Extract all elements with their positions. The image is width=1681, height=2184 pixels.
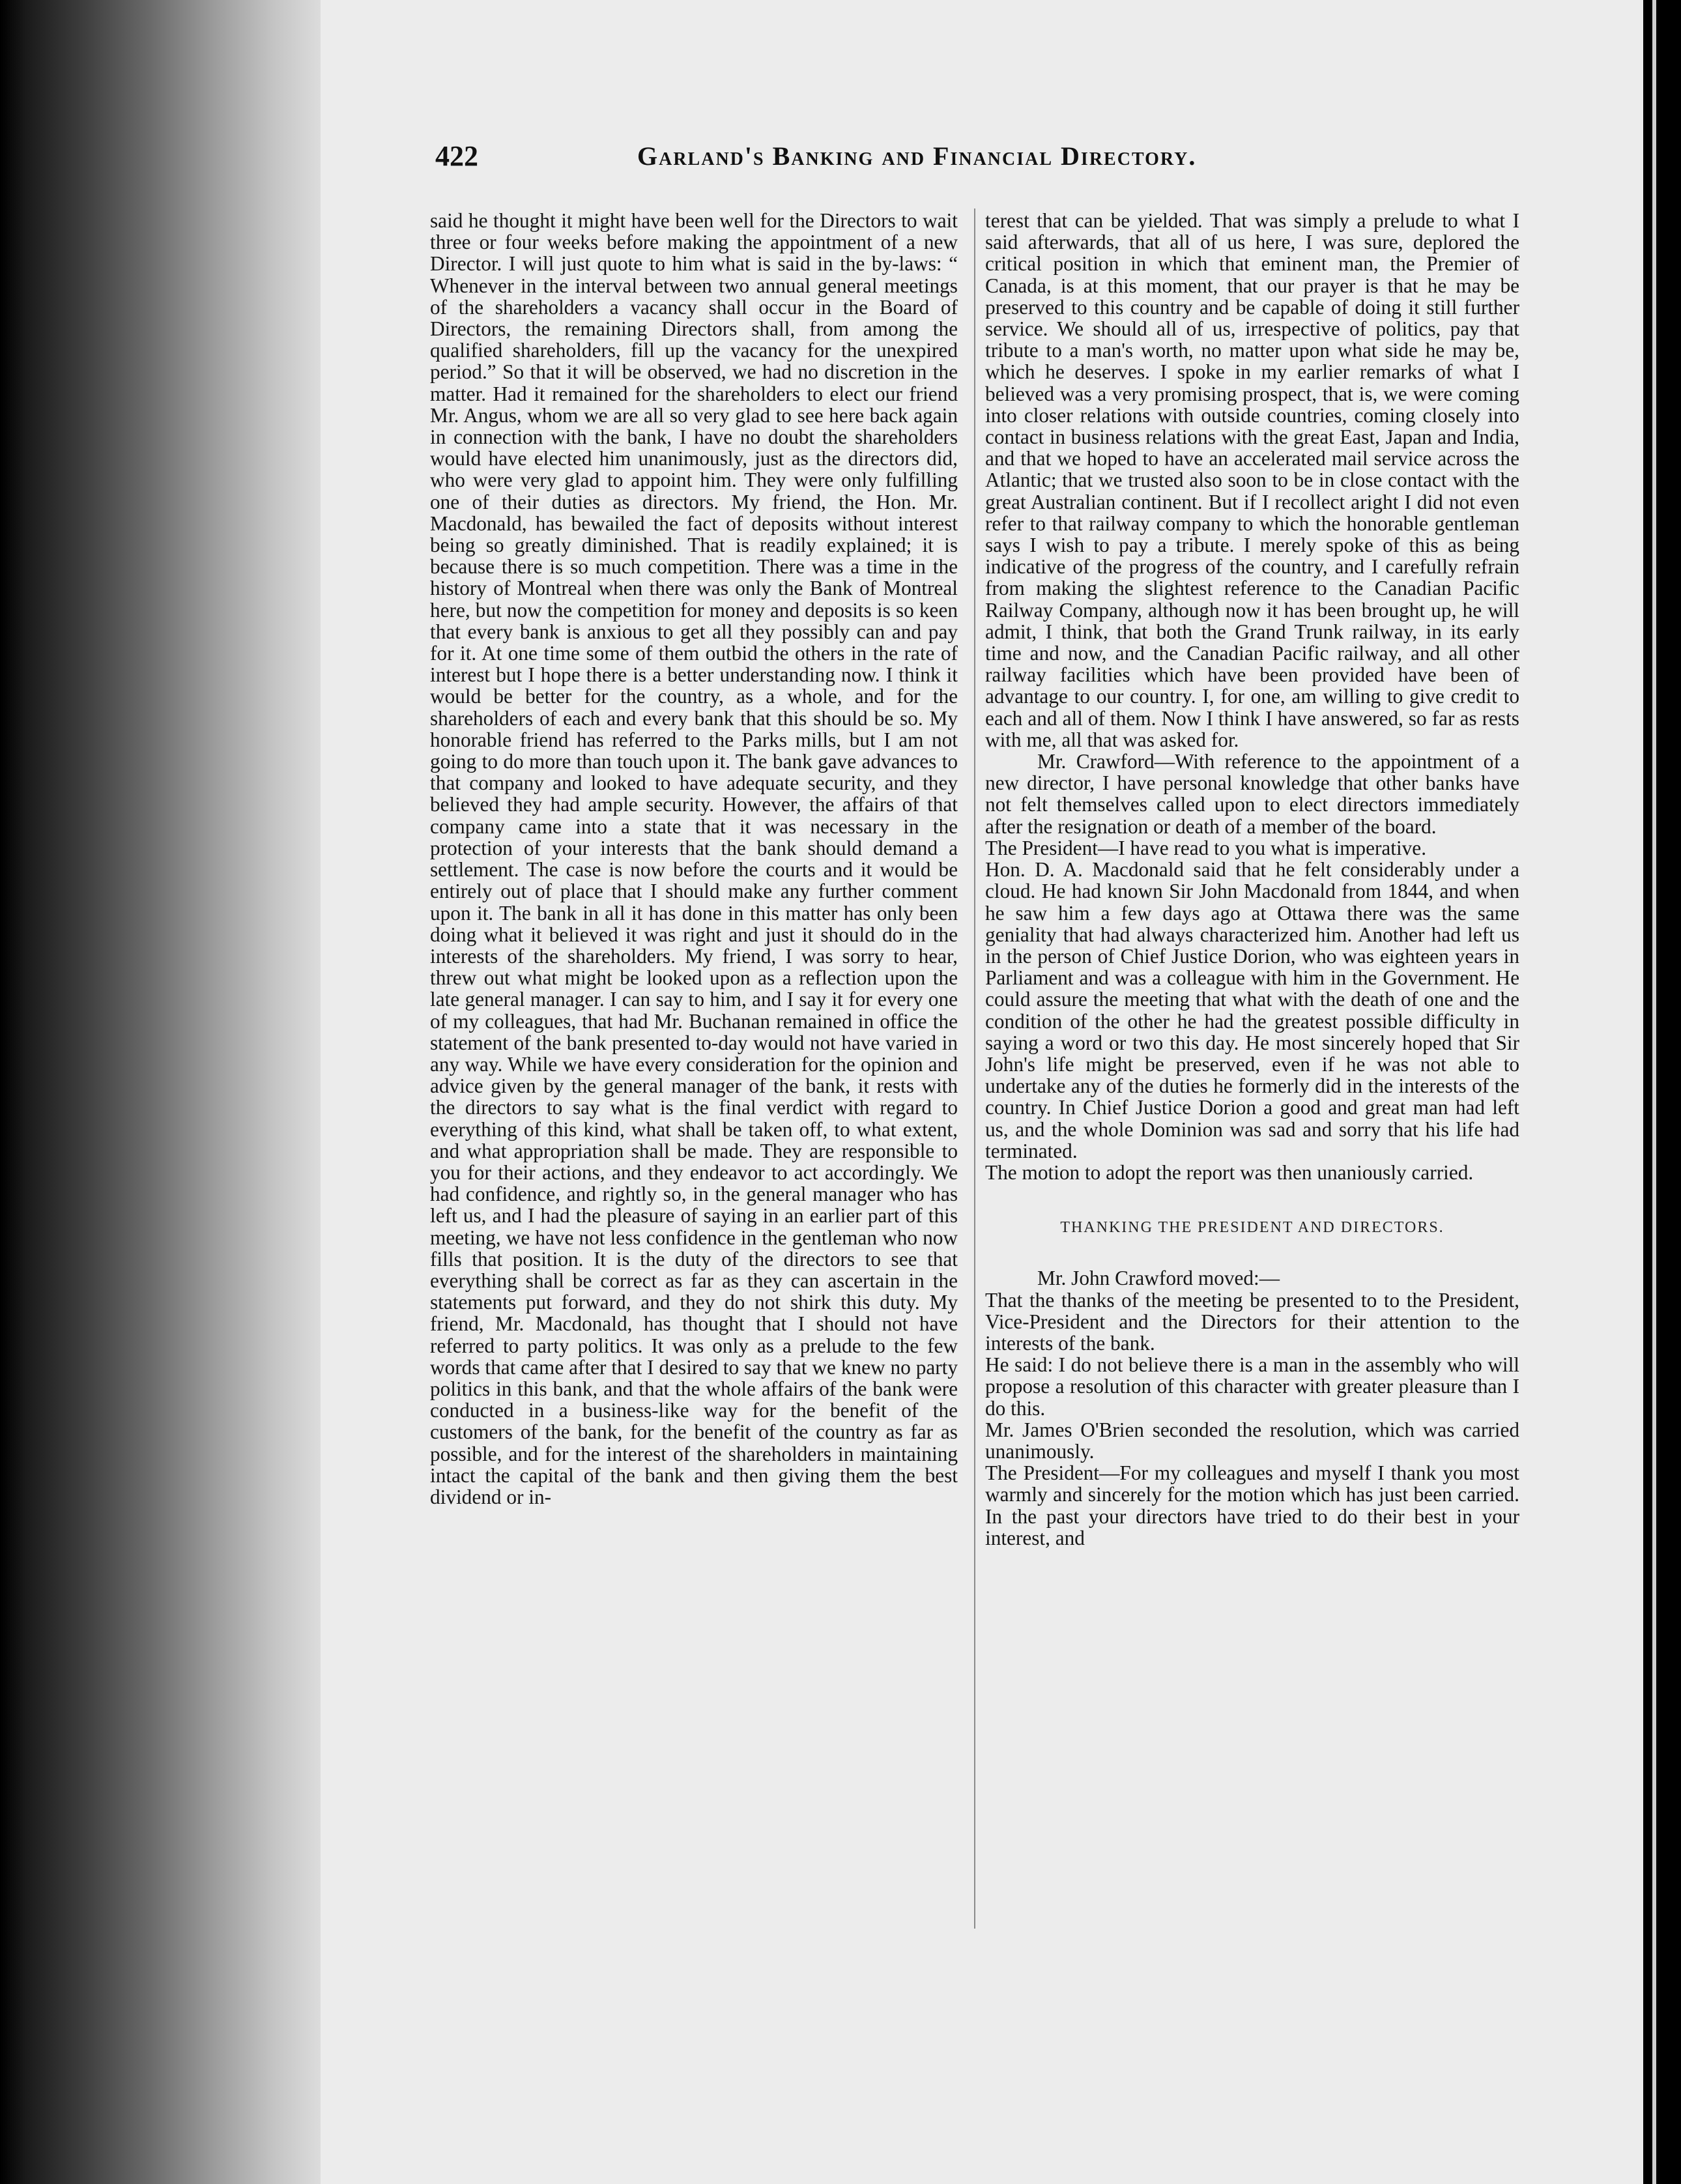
- right-paragraph-2: Mr. Crawford—With reference to the appointment of a new director, I have personal knowledge that other banks have not felt themselves called upon to elect directors immediately after the resignation or death of a member of the board.: [985, 750, 1519, 838]
- right-paragraph-4: Hon. D. A. Macdonald said that he felt considerably under a cloud. He had known Sir John Macdonald from 1844, and when he saw him a few days ago at Ottawa there was the same geniality that had always characterized him. Another had left us in the person of Chief Justice Dorion, who was eighteen years in Parliament and was a colleague with him in the Government. He could assure the meeting that what with the death of one and the condition of the other he had the greatest possible difficulty in saying a word or two this day. He most sincerely hoped that Sir John's life might be preserved, even if he was not able to undertake any of the duties he formerly did in the interests of the country. In Chief Justice Dorion a good and great man had left us, and the whole Dominion was sad and sorry that his life had terminated.: [985, 858, 1519, 1162]
- running-head: Garland's Banking and Financial Directory.: [637, 141, 1197, 171]
- right-paragraph-1: terest that can be yielded. That was simply a prelude to what I said afterwards, that all of us here, I was sure, deplored the critical position in which that eminent man, the Premier of Canada, is at this moment, that our prayer is that he may be preserved to this country and be capable of doing it still further service. We should all of us, irrespective of politics, pay that tribute to a man's worth, no matter upon what side he may be, which he deserves. I spoke in my earlier remarks of what I believed was a very promising prospect, that is, we were coming into closer relations with outside countries, coming closely into contact in business relations with the great East, Japan and India, and that we hoped to have an accelerated mail service across the Atlantic; that we trusted also soon to be in close contact with the great Australian continent. But if I recollect aright I did not even refer to that railway company to which the honorable gentleman says I wish to pay a tribute. I merely spoke of this as being indicative of the progress of the country, and I carefully refrain from making the slightest reference to the Canadian Pacific Railway Company, although now it has been brought up, he will admit, I think, that both the Grand Trunk railway, in its early time and now, and the Canadian Pacific railway, and all other railway facilities which have been provided have been of advantage to our country. I, for one, am willing to give credit to each and all of them. Now I think I have answered, so far as rests with me, all that was asked for.: [985, 209, 1519, 751]
- right-column: [985, 210, 1519, 1549]
- right-paragraph-10: The President—For my colleagues and myself I thank you most warmly and sincerely for the motion which has just been carried. In the past your directors have tried to do their best in your interest, and: [985, 1461, 1519, 1549]
- column-divider: [974, 208, 975, 1929]
- right-paragraph-6: Mr. John Crawford moved:—: [1037, 1267, 1280, 1290]
- right-paragraph-9: Mr. James O'Brien seconded the resolution, which was carried unanimously.: [985, 1418, 1519, 1463]
- section-heading: THANKING THE PRESIDENT AND DIRECTORS.: [1060, 1219, 1444, 1237]
- right-paragraph-5: The motion to adopt the report was then unaniously carried.: [985, 1160, 1474, 1184]
- left-paragraph-1: said he thought it might have been well for the Directors to wait three or four weeks before making the appointment of a new Director. I will just quote to him what is said in the by-laws: “ Whenever in the interval between two annual general meetings of the shareholders a vacancy shall occur in the Board of Directors, the remaining Directors shall, from among the qualified shareholders, fill up the vacancy for the unexpired period.” So that it will be observed, we had no discretion in the matter. Had it remained for the shareholders to elect our friend Mr. Angus, whom we are all so very glad to see here back again in connection with the bank, I have no doubt the shareholders would have elected him unanimously, just as the directors did, who were very glad to appoint him. They were only fulfilling one of their duties as directors. My friend, the Hon. Mr. Macdonald, has bewailed the fact of deposits without interest being so greatly diminished. That is readily explained; it is because there is so much competition. There was a time in the history of Montreal when there was only the Bank of Montreal here, but now the competition for money and deposits is so keen that every bank is anxious to get all they possibly can and pay for it. At one time some of them outbid the others in the rate of interest but I hope there is a better understanding now. I think it would be better for the country, as a whole, and for the shareholders of each and every bank that this should be so. My honorable friend has referred to the Parks mills, but I am not going to do more than touch upon it. The bank gave advances to that company and looked to have adequate security, and they believed they had ample security. However, the affairs of that company came into a state that it was necessary in the protection of your interests that the bank should demand a settlement. The case is now before the courts and it would be entirely out of place that I should make any further comment upon it. The bank in all it has done in this matter has only been doing what it believed it was right and just it should do in the interests of the shareholders. My friend, I was sorry to hear, threw out what might be looked upon as a reflection upon the late general manager. I can say to him, and I say it for every one of my colleagues, that had Mr. Buchanan remained in office the statement of the bank presented to-day would not have varied in any way. While we have every consideration for the opinion and advice given by the general manager of the bank, it rests with the directors to say what is the final verdict with regard to everything of this kind, what shall be taken off, to what extent, and what appropriation shall be made. They are responsible to you for their actions, and they endeavor to act accordingly. We had confidence, and rightly so, in the general manager who has left us, and I had the pleasure of saying in an earlier part of this meeting, we have not less confidence in the gentleman who now fills that position. It is the duty of the directors to see that everything shall be correct as far as they can ascertain in the statements put forward, and they do not shirk this duty. My friend, Mr. Macdonald, has thought that I should not have referred to party politics. It was only as a prelude to the few words that came after that I desired to say that we knew no party politics in this bank, and that the whole affairs of the bank were conducted in a business-like way for the benefit of the customers of the bank, for the benefit of the country as far as possible, and for the interest of the shareholders in maintaining intact the capital of the bank and then giving them the best dividend or in-: [430, 209, 958, 1508]
- facing-page-rule: [1652, 0, 1656, 2184]
- right-paragraph-8: He said: I do not believe there is a man in the assembly who will propose a resolution of this character with greater pleasure than I do this.: [985, 1353, 1519, 1420]
- page-header: [435, 139, 1328, 185]
- page-number: 422: [435, 140, 478, 172]
- right-paragraph-3: The President—I have read to you what is imperative.: [985, 836, 1427, 859]
- left-column: [430, 210, 958, 1508]
- facing-page-edge: [1643, 0, 1681, 2184]
- right-paragraph-7: That the thanks of the meeting be presented to to the President, Vice-President and the Directors for their attention to the interests of the bank.: [985, 1288, 1519, 1355]
- book-spine-gutter: [0, 0, 321, 2184]
